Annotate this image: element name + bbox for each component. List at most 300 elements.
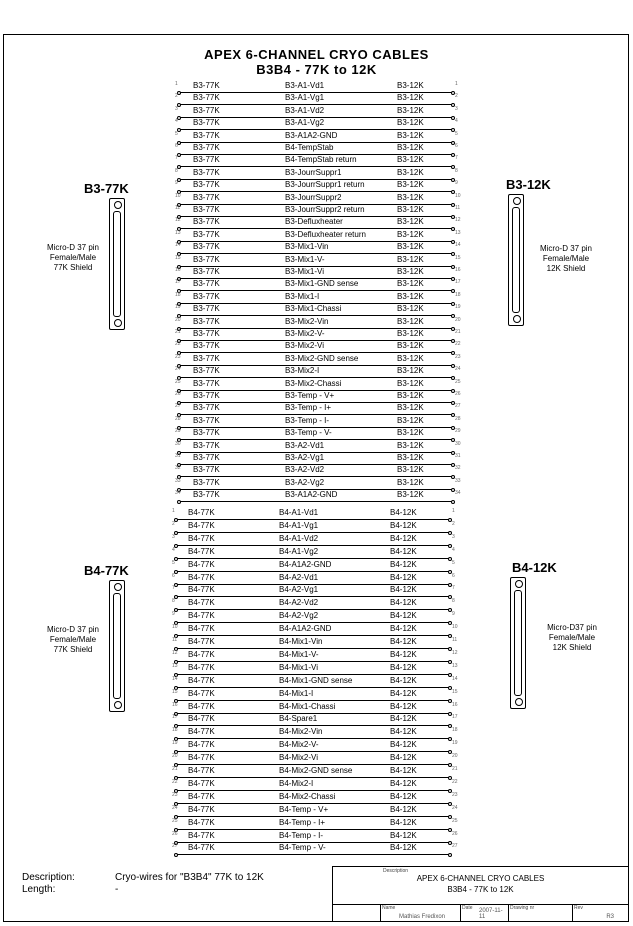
signal-name: B4-A1-Vg2 [279,546,319,556]
source-connector: B3-77K [193,341,220,351]
wire-row [172,649,458,662]
source-connector: B3-77K [193,465,220,475]
pin-number-left: 10 [172,624,178,631]
wire-row [175,267,461,279]
wire-row [175,453,461,465]
source-connector: B3-77K [193,291,220,301]
source-connector: B4-77K [188,843,215,853]
signal-name: B3-A2-Vg1 [285,453,325,462]
signal-name: B3-JourrSuppr1 [285,167,342,177]
wire-row [172,701,458,714]
source-connector: B4-77K [188,778,215,788]
source-connector: B3-77K [193,105,220,115]
source-connector: B4-77K [188,675,215,685]
dest-connector: B4-12K [390,675,417,685]
pin-number-left: 15 [175,254,181,261]
pin-number-right: 1 [452,508,455,514]
pin-number-right: 30 [455,440,461,447]
pin-number-left: 6 [175,143,178,149]
wire-row [175,490,461,502]
pin-number-left: 15 [172,688,178,695]
wire-row [172,624,458,636]
source-connector: B3-77K [193,403,220,413]
pin-number-right: 26 [455,391,461,397]
title-block-desc-caption: Description [383,868,409,874]
dest-connector: B3-12K [397,329,424,338]
pin-number-right: 6 [452,572,455,579]
signal-name: B3-Mix2-Vin [285,316,329,326]
signal-name: B4-Temp - V+ [279,804,329,814]
wire-row [175,155,458,167]
title-block-description-cell [333,867,629,905]
dest-connector: B3-12K [397,415,424,425]
wire-row [172,727,458,739]
pin-number-right: 1 [455,81,458,87]
source-connector: B4-77K [188,649,215,659]
dest-connector: B4-12K [390,740,417,750]
pin-number-left: 21 [172,766,178,772]
wire-row [175,217,461,229]
source-connector: B4-77K [188,688,215,698]
source-connector: B4-77K [188,662,215,672]
pin-number-left: 6 [172,572,175,579]
source-connector: B3-77K [193,155,220,165]
pin-number-left: 19 [172,740,178,747]
pin-number-left: 8 [175,167,178,174]
dest-connector: B4-12K [390,546,417,556]
pin-number-left: 16 [175,267,181,273]
wire-row [172,559,455,572]
source-connector: B4-77K [188,804,215,814]
signal-name: B3-A1-Vg1 [285,93,325,103]
source-connector: B3-77K [193,428,220,438]
description-value: Cryo-wires for "B3B4" 77K to 12K [115,872,264,883]
dest-connector: B3-12K [397,378,424,388]
dest-connector: B4-12K [390,817,417,827]
pin-number-right: 23 [455,353,461,360]
pin-number-right: 17 [455,279,461,286]
b3-12k-description: Micro-D 37 pin Female/Male 12K Shield [539,244,592,273]
pin-number-right: 18 [455,291,461,298]
diagram-title: APEX 6-CHANNEL CRYO CABLES [204,47,429,62]
pin-number-left: 1 [172,508,175,514]
pin-number-right: 23 [452,791,458,798]
dest-connector: B3-12K [397,440,424,450]
source-connector: B3-77K [193,242,220,252]
pin-number-right: 3 [455,105,458,112]
dest-connector: B3-12K [397,143,424,152]
pin-number-left: 17 [175,279,181,286]
title-block-name-cell [381,905,461,922]
source-connector: B3-77K [193,267,220,276]
source-connector: B4-77K [188,546,215,556]
pin-number-right: 6 [455,143,458,149]
length-value: - [115,884,119,895]
pin-number-left: 14 [172,675,178,682]
dest-connector: B4-12K [390,649,417,659]
dest-connector: B3-12K [397,217,424,227]
pin-number-left: 11 [175,205,181,211]
source-connector: B4-77K [188,508,215,517]
dest-connector: B3-12K [397,81,424,90]
source-connector: B3-77K [193,440,220,450]
signal-name: B4-Mix1-Chassi [279,701,336,711]
pin-number-right: 15 [455,254,461,261]
b3-77k-label: B3-77K [84,181,129,196]
b4-77k-label: B4-77K [84,563,129,578]
wire-row [175,229,461,242]
pin-number-left: 20 [172,753,178,760]
dest-connector: B3-12K [397,242,424,252]
signal-name: B4-Mix1-I [279,688,314,698]
pin-number-right: 4 [452,546,455,553]
pin-number-right: 22 [455,341,461,348]
pin-number-left: 5 [175,130,178,137]
wire-row [172,817,458,830]
b4-12k-label: B4-12K [512,560,557,575]
dest-connector: B4-12K [390,533,417,543]
pin-number-right: 24 [452,804,458,811]
signal-name: B4-Temp - I+ [279,817,326,827]
signal-name: B3-Mix2-I [285,366,320,376]
pin-number-left: 9 [172,611,175,618]
title-block-drawing-caption: Drawing nr [510,905,535,911]
dest-connector: B3-12K [397,477,424,487]
signal-name: B3-Temp - V- [285,428,332,438]
signal-name: B4-A2-Vg2 [279,611,319,621]
wire-row [175,415,461,428]
dest-connector: B3-12K [397,155,424,165]
source-connector: B3-77K [193,477,220,487]
pin-number-left: 3 [172,533,175,540]
wire-row [175,316,461,329]
dest-connector: B4-12K [390,843,417,853]
source-connector: B3-77K [193,130,220,140]
pin-number-right: 11 [452,637,458,643]
pin-number-right: 32 [455,465,461,472]
dest-connector: B3-12K [397,205,424,214]
pin-number-left: 2 [172,520,175,527]
signal-name: B4-TempStab return [285,155,357,165]
dest-connector: B3-12K [397,316,424,326]
dest-connector: B3-12K [397,353,424,363]
wire-row [172,688,458,701]
pin-number-left: 26 [172,830,178,837]
source-connector: B3-77K [193,254,220,264]
pin-number-left: 27 [172,843,178,850]
source-connector: B4-77K [188,714,215,724]
pin-number-right: 8 [455,167,458,174]
source-connector: B3-77K [193,415,220,425]
title-block-name: Mathias Fredixon [399,914,446,920]
dest-connector: B4-12K [390,624,417,634]
pin-number-right: 12 [452,649,458,656]
dest-connector: B3-12K [397,366,424,376]
source-connector: B4-77K [188,791,215,801]
dest-connector: B3-12K [397,453,424,462]
wire-row [172,753,458,765]
signal-name: B3-Temp - I- [285,415,330,425]
wire-row [175,279,461,291]
pin-number-right: 24 [455,366,461,373]
dest-connector: B3-12K [397,130,424,140]
pin-number-left: 22 [172,778,178,785]
dest-connector: B3-12K [397,403,424,413]
signal-name: B3-A1A2-GND [285,130,338,140]
pin-number-right: 19 [455,304,461,311]
pin-number-left: 27 [175,403,181,410]
pin-number-left: 2 [175,93,178,100]
signal-name: B3-A1A2-GND [285,490,338,500]
source-connector: B3-77K [193,229,220,239]
source-connector: B4-77K [188,817,215,827]
pin-number-left: 11 [172,637,178,643]
pin-number-left: 3 [175,105,178,112]
signal-name: B4-Temp - I- [279,830,324,840]
pin-number-right: 34 [455,490,461,497]
signal-name: B4-A1-Vg1 [279,520,319,530]
pin-number-left: 32 [175,465,181,472]
source-connector: B4-77K [188,701,215,711]
source-connector: B3-77K [193,81,220,90]
source-connector: B3-77K [193,329,220,338]
b4-12k-connector-icon [510,577,526,709]
dest-connector: B3-12K [397,279,424,289]
wire-row [172,533,455,546]
dest-connector: B4-12K [390,598,417,608]
pin-number-right: 20 [455,316,461,323]
pin-number-right: 9 [455,180,458,187]
pin-number-left: 7 [175,155,178,162]
wire-row [175,391,461,403]
pin-number-left: 24 [172,804,178,811]
pin-number-right: 27 [455,403,461,410]
dest-connector: B3-12K [397,105,424,115]
dest-connector: B4-12K [390,688,417,698]
signal-name: B3-Defluxheater [285,217,343,227]
signal-name: B3-Temp - I+ [285,403,332,413]
title-block-line1: APEX 6-CHANNEL CRYO CABLES [416,874,545,883]
pin-number-right: 15 [452,688,458,695]
wire-row [175,329,461,341]
pin-number-right: 28 [455,415,461,422]
pin-number-right: 27 [452,843,458,850]
wire-row [172,662,458,675]
b4-77k-connector-icon [109,580,125,712]
dest-connector: B3-12K [397,341,424,351]
dest-connector: B4-12K [390,714,417,724]
pin-number-left: 26 [175,391,181,397]
signal-name: B4-Mix2-Chassi [279,791,336,801]
pin-number-right: 12 [455,217,461,224]
dest-connector: B4-12K [390,611,417,621]
wire-row [172,778,458,791]
signal-name: B3-JourrSuppr2 return [285,205,365,214]
wire-row [175,304,461,316]
pin-number-left: 34 [175,490,181,497]
pin-number-right: 8 [452,598,455,605]
pin-number-left: 28 [175,415,181,422]
pin-number-right: 19 [452,740,458,747]
wire-row [172,585,455,597]
dest-connector: B3-12K [397,180,424,190]
pin-number-right: 10 [455,192,461,199]
pin-number-right: 2 [452,520,455,527]
wire-row [172,766,458,778]
title-block-date-cell [461,905,509,922]
pin-number-right: 5 [455,130,458,137]
source-connector: B3-77K [193,118,220,128]
signal-name: B4-Mix1-Vi [279,662,318,672]
pin-number-right: 21 [452,766,458,772]
source-connector: B4-77K [188,740,215,750]
wire-row [175,353,461,366]
dest-connector: B3-12K [397,229,424,239]
title-block-rev: R3 [606,914,614,920]
signal-name: B4-TempStab [285,143,334,152]
pin-number-left: 19 [175,304,181,311]
dest-connector: B4-12K [390,559,417,569]
signal-name: B4-Mix2-Vin [279,727,323,737]
signal-name: B3-A2-Vg2 [285,477,325,487]
signal-name: B3-A2-Vd1 [285,440,325,450]
pin-number-right: 4 [455,118,458,125]
source-connector: B4-77K [188,585,215,595]
dest-connector: B4-12K [390,520,417,530]
dest-connector: B3-12K [397,118,424,128]
dest-connector: B4-12K [390,637,417,646]
pin-number-left: 17 [172,714,178,721]
wire-row [175,205,461,217]
pin-number-left: 13 [172,662,178,669]
pin-number-left: 18 [175,291,181,298]
b3-12k-connector-icon [508,194,524,326]
source-connector: B3-77K [193,279,220,289]
signal-name: B4-A2-Vd1 [279,572,319,582]
pin-number-right: 18 [452,727,458,734]
wire-row [172,546,455,559]
pin-number-left: 16 [172,701,178,708]
dest-connector: B3-12K [397,254,424,264]
pin-number-left: 25 [175,378,181,385]
dest-connector: B3-12K [397,465,424,475]
wire-row [175,254,461,267]
title-block-rev-caption: Rev [574,905,583,911]
signal-name: B4-Mix2-GND sense [279,766,353,775]
wire-row [172,675,458,688]
source-connector: B4-77K [188,611,215,621]
source-connector: B3-77K [193,205,220,214]
source-connector: B4-77K [188,727,215,737]
signal-name: B3-Mix1-GND sense [285,279,359,289]
signal-name: B4-A2-Vd2 [279,598,319,608]
pin-number-right: 29 [455,428,461,435]
title-block-empty-cell [333,905,381,922]
wire-row [172,572,455,585]
title-block-rev-cell [573,905,629,922]
dest-connector: B3-12K [397,490,424,500]
signal-name: B3-A2-Vd2 [285,465,325,475]
wire-row [172,843,458,855]
signal-name: B3-Mix2-V- [285,329,325,338]
dest-connector: B3-12K [397,391,424,400]
length-label: Length: [22,884,56,895]
pin-number-right: 26 [452,830,458,837]
dest-connector: B4-12K [390,701,417,711]
source-connector: B3-77K [193,490,220,500]
title-block-date: 2007-11-11 [479,908,503,920]
dest-connector: B3-12K [397,167,424,177]
dest-connector: B3-12K [397,304,424,314]
wire-row [172,611,455,623]
source-connector: B4-77K [188,533,215,543]
signal-name: B3-Mix1-V- [285,254,325,264]
wire-row [175,93,458,105]
source-connector: B3-77K [193,391,220,400]
source-connector: B4-77K [188,830,215,840]
source-connector: B4-77K [188,637,215,646]
pin-number-left: 1 [175,81,178,87]
source-connector: B4-77K [188,753,215,763]
source-connector: B3-77K [193,93,220,103]
pin-number-right: 11 [455,205,461,211]
signal-name: B4-Mix2-I [279,778,314,788]
dest-connector: B4-12K [390,585,417,595]
pin-number-left: 30 [175,440,181,447]
wire-row [172,830,458,843]
b4-12k-description: Micro-D37 pin Female/Male 12K Shield [547,623,597,652]
source-connector: B3-77K [193,180,220,190]
signal-name: B4-A2-Vg1 [279,585,319,595]
wire-row [172,804,458,817]
pin-number-left: 12 [172,649,178,656]
source-connector: B3-77K [193,316,220,326]
signal-name: B4-Mix1-Vin [279,637,323,646]
wire-row [175,291,461,304]
wire-row [172,740,458,752]
pin-number-right: 16 [455,267,461,273]
pin-number-left: 25 [172,817,178,824]
signal-name: B4-A1-Vd1 [279,508,319,517]
signal-name: B3-Defluxheater return [285,229,366,239]
description-label: Description: [22,872,75,883]
source-connector: B4-77K [188,598,215,608]
signal-name: B4-Temp - V- [279,843,326,853]
dest-connector: B3-12K [397,291,424,301]
wire-row [172,714,458,726]
source-connector: B4-77K [188,766,215,775]
wire-row [175,167,458,180]
wire-row [175,341,461,353]
pin-number-right: 22 [452,778,458,785]
dest-connector: B3-12K [397,192,424,202]
signal-name: B3-A1-Vd2 [285,105,325,115]
wire-row [175,378,461,391]
wire-row [175,440,461,453]
pin-number-left: 31 [175,453,181,459]
pin-number-right: 2 [455,93,458,100]
pin-number-right: 7 [455,155,458,162]
pin-number-left: 23 [172,791,178,798]
wire-row [175,118,458,130]
source-connector: B3-77K [193,143,220,152]
wire-row [175,130,458,143]
pin-number-right: 17 [452,714,458,721]
wire-row [175,465,461,477]
pin-number-left: 29 [175,428,181,435]
wire-row [175,143,458,155]
wire-row [175,366,461,378]
